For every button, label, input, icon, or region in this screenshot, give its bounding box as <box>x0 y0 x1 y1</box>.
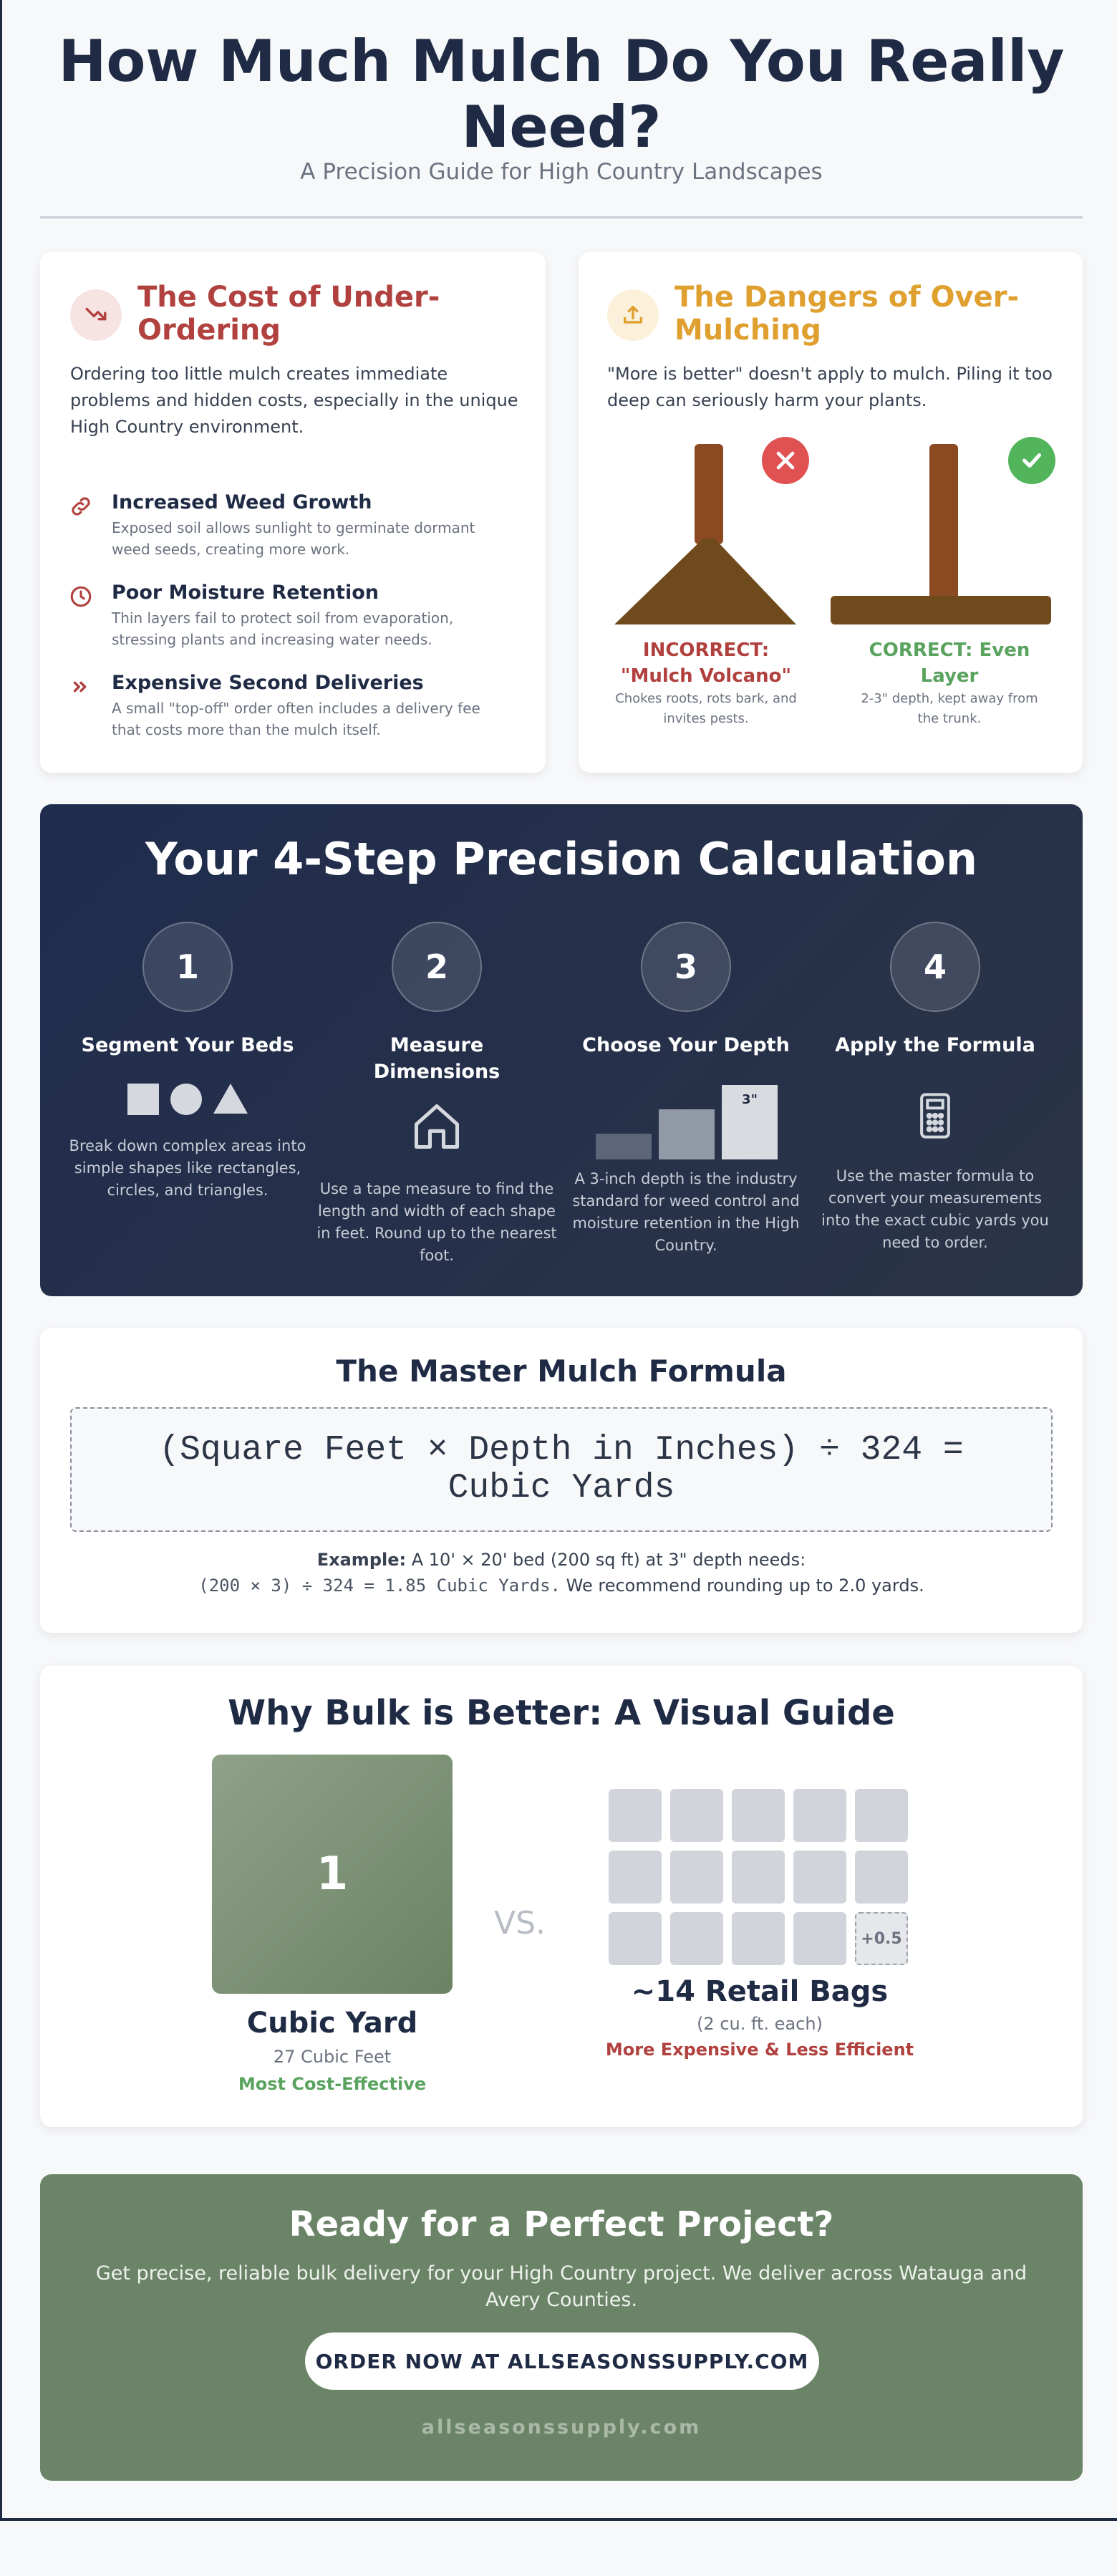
example-text: A 10' × 20' bed (200 sq ft) at 3" depth needs: <box>411 1550 806 1570</box>
retail-bag <box>793 1912 846 1965</box>
retail-bag <box>732 1789 785 1842</box>
bags-label: ~14 Retail Bags <box>631 1975 889 2008</box>
correct-label: CORRECT: Even Layer <box>869 640 1030 687</box>
bulk-title: Why Bulk is Better: A Visual Guide <box>228 1693 895 1733</box>
bags-grid <box>609 1789 909 1968</box>
step-desc: Break down complex areas into simple shapes like rectangles, circles, and triangles. <box>69 1137 306 1199</box>
steps-panel <box>40 804 1083 1296</box>
bullet-text: A small "top-off" order often includes a delivery fee that costs more than the mulch itself. <box>112 700 480 738</box>
bulk-card <box>40 1666 1083 2127</box>
retail-bag <box>855 1789 908 1842</box>
retail-bag <box>670 1912 723 1965</box>
example-label: Example: <box>316 1550 407 1570</box>
formula-text: (Square Feet × Depth in Inches) ÷ 324 = Cubic Yards <box>159 1431 964 1508</box>
yard-label: Cubic Yard <box>246 2007 418 2040</box>
header-divider <box>40 216 1083 218</box>
page-subtitle: A Precision Guide for High Country Landscapes <box>300 159 823 185</box>
step-title: Segment Your Beds <box>81 1034 294 1056</box>
retail-bag <box>793 1789 846 1842</box>
formula-title: The Master Mulch Formula <box>336 1354 787 1389</box>
steps-title: Your 4-Step Precision Calculation <box>145 833 977 885</box>
vs-label: VS. <box>493 1905 546 1941</box>
retail-bag <box>609 1912 662 1965</box>
step-title: Apply the Formula <box>835 1034 1035 1056</box>
step-number: 4 <box>890 922 980 1012</box>
half-bag: +0.5 <box>855 1912 908 1965</box>
bullet-title: Expensive Second Deliveries <box>112 672 424 694</box>
depth-bars-icon <box>564 1085 808 1159</box>
correct-text: 2-3" depth, kept away from the trunk. <box>861 691 1038 726</box>
example-line-1 <box>40 1550 1083 1570</box>
bullet-title: Poor Moisture Retention <box>112 582 379 604</box>
retail-bag <box>670 1789 723 1842</box>
step-desc: Use the master formula to convert your measurements into the exact cubic yards you need to order. <box>821 1167 1049 1251</box>
cta-text: Get precise, reliable bulk delivery for your High Country project. We deliver across Watauga and Avery Counties. <box>95 2262 1027 2311</box>
retail-bag <box>609 1789 662 1842</box>
incorrect-text: Chokes roots, rots bark, and invites pests. <box>615 691 797 726</box>
step-number: 2 <box>392 922 482 1012</box>
over-mulching-card <box>579 252 1083 773</box>
depth-label: 3" <box>742 1092 758 1107</box>
step-title: Choose Your Depth <box>582 1034 790 1056</box>
under-ordering-intro: Ordering too little mulch creates immediate problems and hidden costs, especially in the unique High Country environment. <box>70 364 518 437</box>
under-ordering-card <box>40 252 546 773</box>
link-icon <box>69 494 93 518</box>
over-mulching-intro: "More is better" doesn't apply to mulch. Piling it too deep can seriously harm your plants. <box>607 364 1053 410</box>
clock-icon <box>69 584 93 609</box>
bullet-text: Thin layers fail to protect soil from evaporation, stressing plants and increasing water needs. <box>112 609 454 648</box>
example-line-2 <box>40 1576 1083 1596</box>
page-title: How Much Mulch Do You Really Need? <box>58 28 1065 160</box>
retail-bag <box>793 1851 846 1904</box>
correct-icon <box>1008 437 1055 484</box>
cubic-yard-box <box>212 1755 453 1994</box>
step-2 <box>315 922 558 1264</box>
formula-box <box>70 1407 1053 1532</box>
retail-bag <box>732 1912 785 1965</box>
incorrect-label: INCORRECT: "Mulch Volcano" <box>620 640 792 687</box>
example-calc: (200 × 3) ÷ 324 = 1.85 Cubic Yards. <box>198 1576 561 1596</box>
house-icon <box>315 1099 558 1154</box>
example-note: We recommend rounding up to 2.0 yards. <box>566 1576 924 1596</box>
incorrect-icon <box>762 437 809 484</box>
step-title: Measure Dimensions <box>373 1034 501 1083</box>
order-now-button[interactable]: ORDER NOW AT ALLSEASONSSUPPLY.COM <box>305 2333 819 2390</box>
step-3 <box>564 922 808 1254</box>
over-mulching-title: The Dangers of Over-Mulching <box>674 281 1020 347</box>
calculator-icon <box>813 1091 1057 1141</box>
bags-sub: (2 cu. ft. each) <box>697 2014 823 2034</box>
bullet-title: Increased Weed Growth <box>112 491 372 513</box>
yard-note: Most Cost-Effective <box>238 2074 427 2094</box>
step-number: 1 <box>142 922 233 1012</box>
yard-value: 1 <box>316 1848 349 1901</box>
retail-bag <box>670 1851 723 1904</box>
bullet-text: Exposed soil allows sunlight to germinate dormant weed seeds, creating more work. <box>112 519 475 558</box>
bags-note: More Expensive & Less Efficient <box>605 2040 914 2060</box>
cta-panel <box>40 2174 1083 2481</box>
step-1 <box>66 922 309 1199</box>
formula-card <box>40 1328 1083 1633</box>
trend-down-icon <box>70 289 122 341</box>
shapes-icon <box>66 1084 309 1116</box>
cta-title: Ready for a Perfect Project? <box>289 2204 834 2244</box>
retail-bag <box>732 1851 785 1904</box>
under-ordering-title: The Cost of Under-Ordering <box>137 281 440 347</box>
step-desc: Use a tape measure to find the length and width of each shape in feet. Round up to the nearest foot. <box>316 1180 557 1264</box>
yard-sub: 27 Cubic Feet <box>273 2047 392 2067</box>
retail-bag <box>855 1851 908 1904</box>
step-4 <box>813 922 1057 1251</box>
step-number: 3 <box>641 922 731 1012</box>
site-link[interactable]: allseasonssupply.com <box>421 2416 702 2438</box>
retail-bag <box>609 1851 662 1904</box>
double-chevron-icon <box>69 675 93 699</box>
upload-icon <box>607 289 659 341</box>
step-desc: A 3-inch depth is the industry standard for weed control and moisture retention in the High Country. <box>572 1170 800 1254</box>
